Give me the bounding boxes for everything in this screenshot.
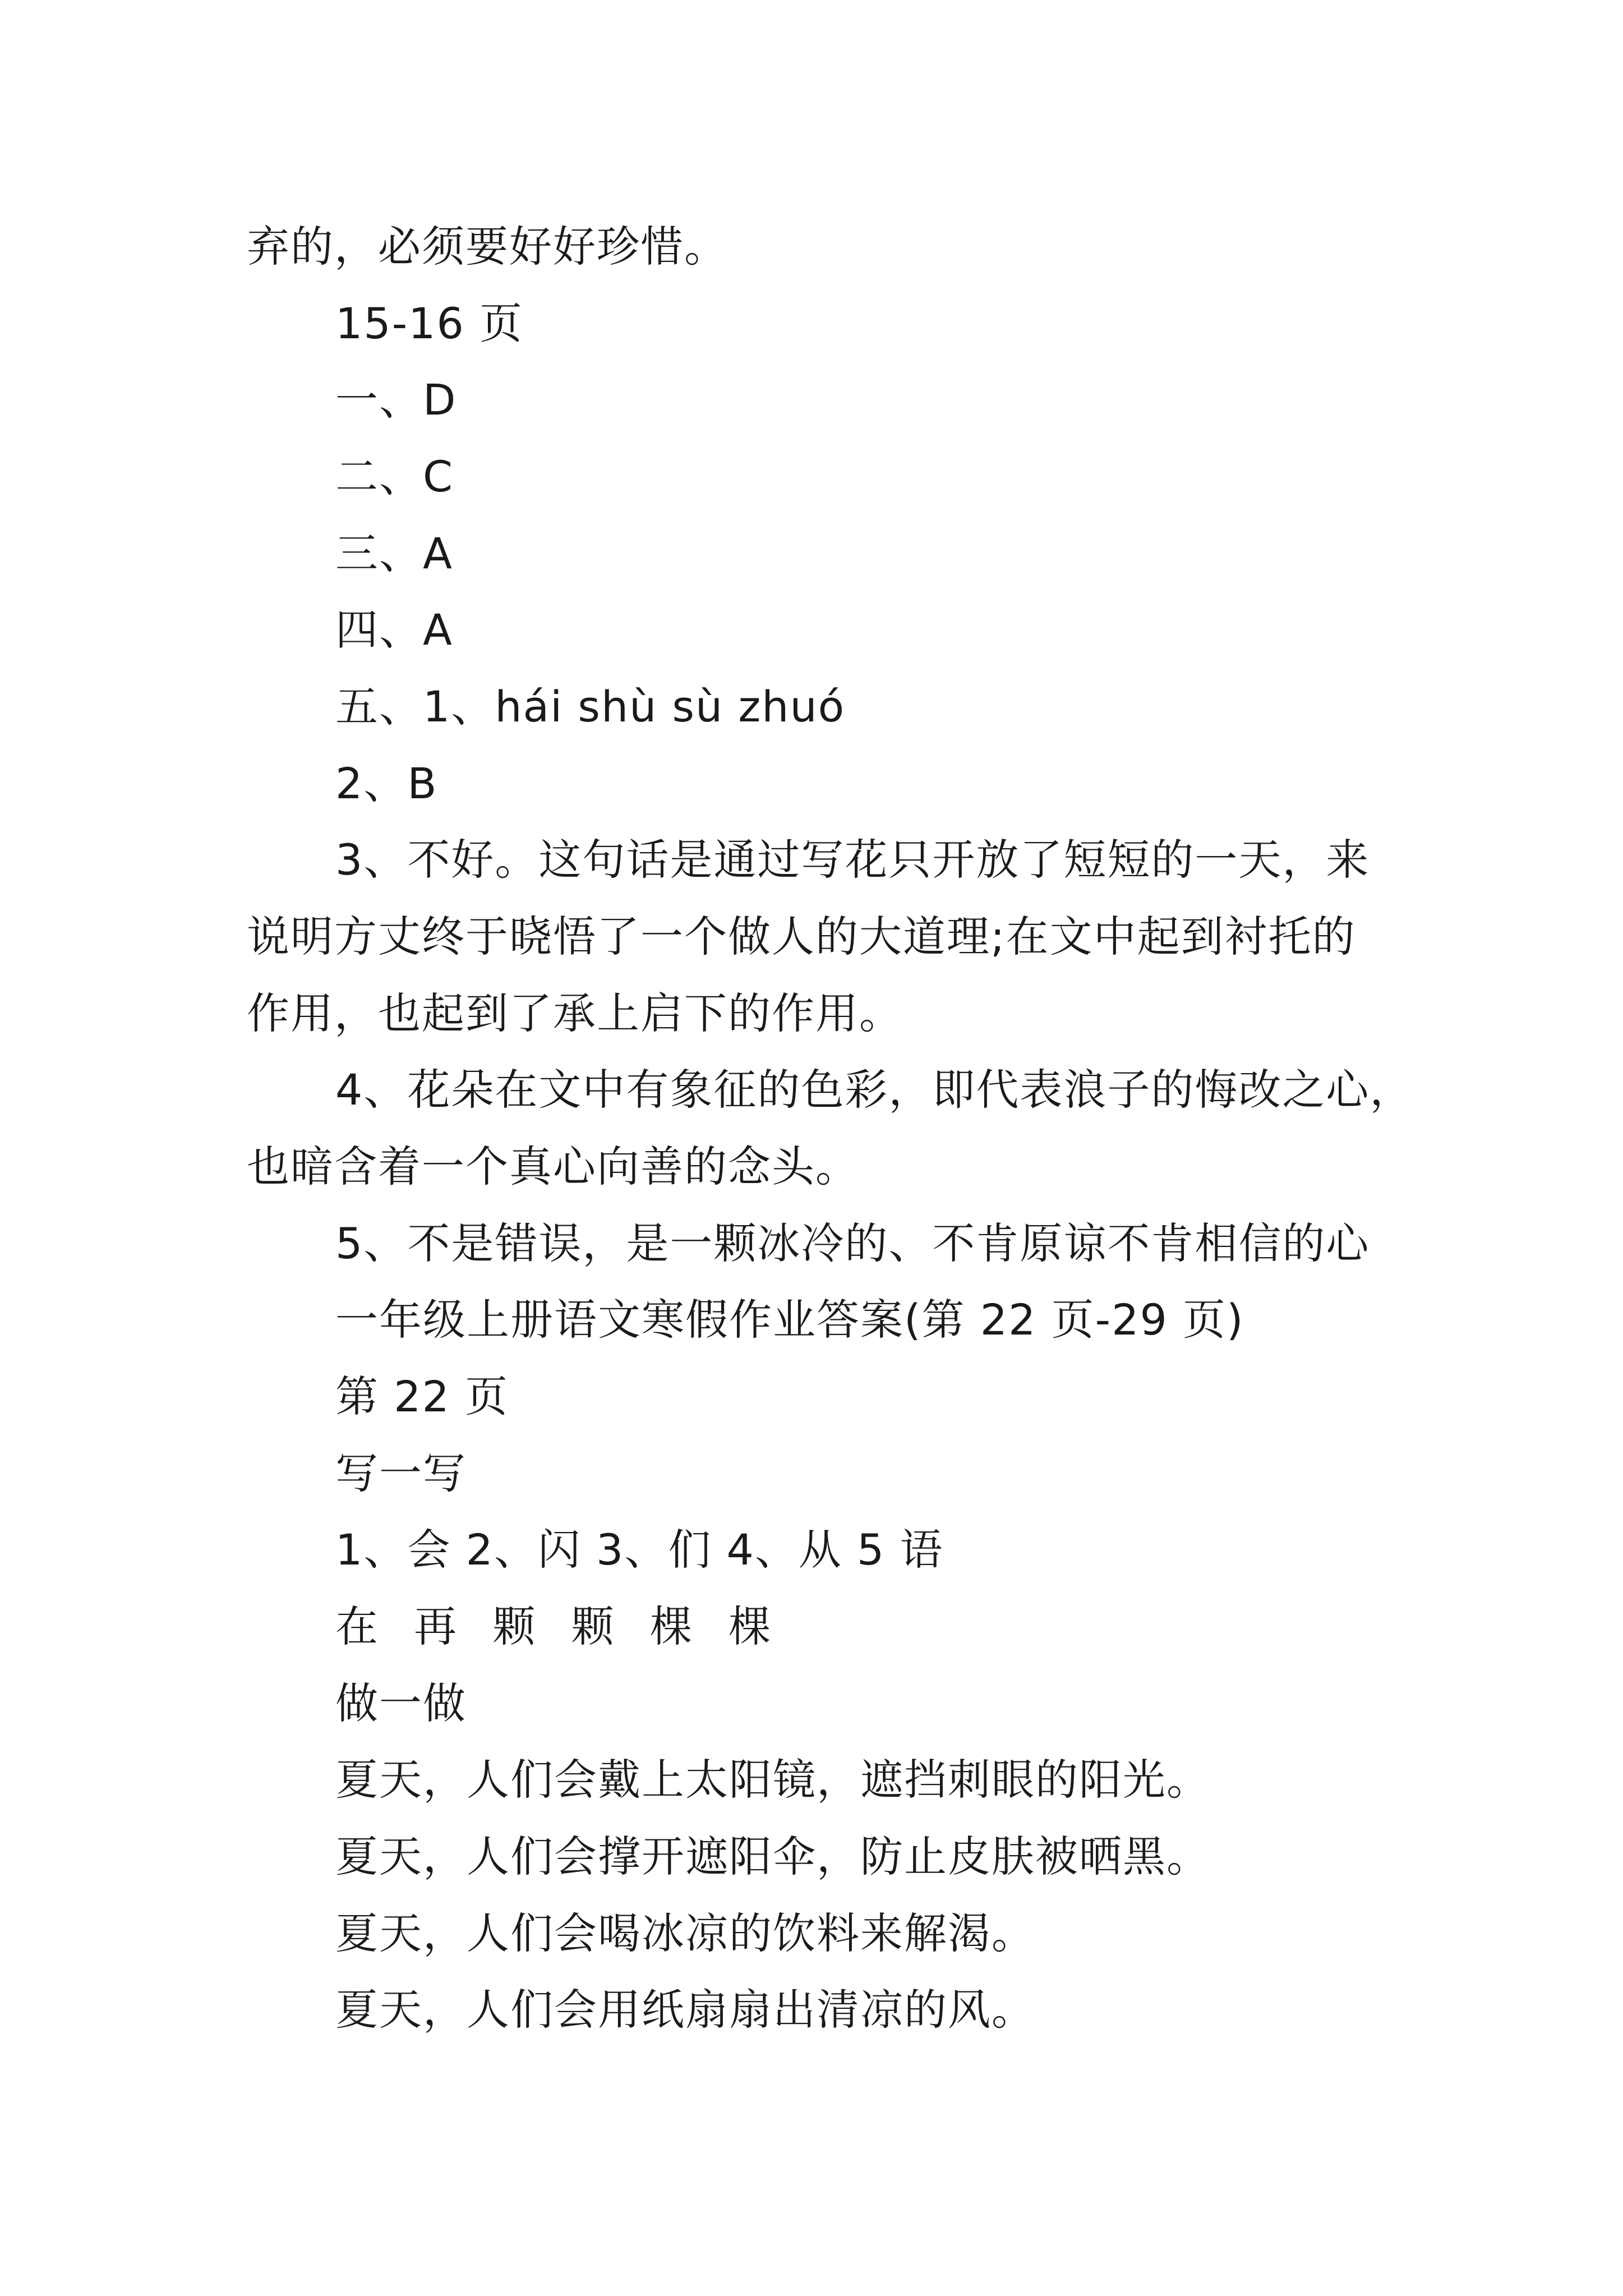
answer-line-1: 一、D bbox=[335, 375, 457, 425]
answer-line-5-5: 5、不是错误，是一颗冰冷的、不肯原谅不肯相信的心 bbox=[335, 1218, 1370, 1268]
answer-line-5-2: 2、B bbox=[335, 758, 438, 808]
sentence-line: 夏天，人们会用纸扇扇出清凉的风。 bbox=[335, 1985, 1035, 2035]
sentence-line: 夏天，人们会戴上太阳镜，遮挡刺眼的阳光。 bbox=[335, 1755, 1210, 1805]
subheading-write: 写一写 bbox=[335, 1448, 467, 1498]
text-line-continuation: 弃的，必须要好好珍惜。 bbox=[247, 222, 728, 272]
text-line: 也暗含着一个真心向善的念头。 bbox=[247, 1142, 859, 1191]
answer-line-5-pinyin: 五、1、hái shù sù zhuó bbox=[335, 682, 846, 731]
answer-line-2: 二、C bbox=[335, 452, 454, 501]
answer-line-characters: 在 再 颗 颗 棵 棵 bbox=[335, 1602, 782, 1651]
answer-line-4: 四、A bbox=[335, 605, 453, 655]
section-heading-page-22: 第 22 页 bbox=[335, 1372, 509, 1421]
sentence-line: 夏天，人们会撑开遮阳伞，防止皮肤被晒黑。 bbox=[335, 1832, 1210, 1881]
answer-line-3: 三、A bbox=[335, 528, 453, 578]
answer-line-5-3: 3、不好。这句话是通过写花只开放了短短的一天，来 bbox=[335, 835, 1370, 885]
subheading-do: 做一做 bbox=[335, 1678, 467, 1728]
section-title: 一年级上册语文寒假作业答案(第 22 页-29 页) bbox=[335, 1295, 1244, 1345]
answer-line-5-4: 4、花朵在文中有象征的色彩，即代表浪子的悔改之心， bbox=[335, 1065, 1414, 1115]
section-heading-pages-15-16: 15-16 页 bbox=[335, 298, 523, 348]
answer-line-write: 1、会 2、闪 3、们 4、从 5 语 bbox=[335, 1525, 944, 1575]
text-line: 说明方丈终于晓悟了一个做人的大道理;在文中起到衬托的 bbox=[247, 912, 1356, 961]
sentence-line: 夏天，人们会喝冰凉的饮料来解渴。 bbox=[335, 1908, 1035, 1958]
text-line: 作用，也起到了承上启下的作用。 bbox=[247, 988, 903, 1038]
